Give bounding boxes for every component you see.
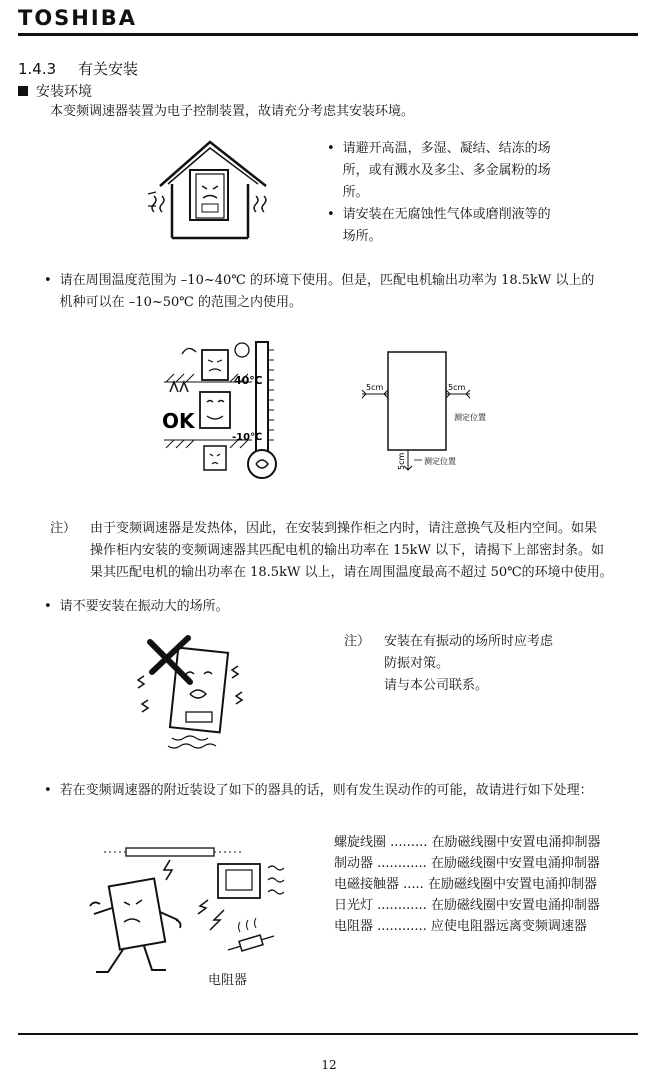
vibration-bullet-text: 请不要安装在振动大的场所。 <box>59 599 229 614</box>
device-dots: ..... <box>403 877 424 892</box>
temp-bullet <box>44 270 644 314</box>
device-name: 电阻器 <box>334 919 374 934</box>
bullet-icon: • <box>327 207 335 222</box>
thermo-low-label: -10℃ <box>232 432 263 443</box>
footer-rule <box>18 1033 638 1035</box>
note-heat-label: 注） <box>50 521 77 536</box>
bullet-icon: • <box>44 273 52 288</box>
device-row <box>334 895 601 916</box>
note-vibration-line-1: 安装在有振动的场所时应考虑 <box>384 634 554 649</box>
device-dots: ............ <box>377 856 427 871</box>
header-rule <box>18 33 638 36</box>
device-dots: ............ <box>377 898 427 913</box>
devices-bullet <box>44 780 656 801</box>
note-vibration-line-2: 防振对策。 <box>384 656 450 671</box>
temp-bullet-line-2: 机种可以在 –10~50℃ 的范围之内使用。 <box>59 295 302 310</box>
device-action: 应使电阻器远离变频调速器 <box>430 919 587 934</box>
env-bullet-list <box>327 138 627 248</box>
env-bullet-1-line-2: 所，或有溅水及多尘、多金属粉的场 <box>342 163 551 178</box>
clearance-left-label: 5cm <box>366 383 384 392</box>
measure-label-2: 测定位置 <box>424 457 456 466</box>
section-number: 1.4.3 <box>18 60 57 78</box>
clearance-right-label: 5cm <box>448 383 466 392</box>
device-action: 在励磁线圈中安置电涌抑制器 <box>427 877 597 892</box>
device-name: 螺旋线圈 <box>334 835 387 850</box>
env-bullet-1-line-1: 请避开高温，多湿、凝结、结冻的场 <box>342 141 551 156</box>
device-action: 在励磁线圈中安置电涌抑制器 <box>430 856 600 871</box>
env-bullet-2-line-2: 场所。 <box>342 229 382 244</box>
device-row <box>334 853 601 874</box>
subsection-title: 安装环境 <box>36 84 92 100</box>
square-bullet-icon <box>18 86 28 96</box>
temp-bullet-line-1: 请在周围温度范围为 –10~40℃ 的环境下使用。但是，匹配电机输出功率为 18.5kW 以上的 <box>59 273 595 288</box>
env-bullet-2-line-1: 请安装在无腐蚀性气体或磨削液等的 <box>342 207 551 222</box>
env-bullet-2 <box>327 204 627 248</box>
section-heading <box>18 58 138 79</box>
vibration-illustration <box>132 628 252 752</box>
bullet-icon: • <box>327 141 335 156</box>
clearance-diagram <box>358 346 498 476</box>
device-dots: ............ <box>377 919 427 934</box>
note-heat-line-2: 操作柜内安装的变频调速器其匹配电机的输出功率在 15kW 以下，请揭下上部密封条。如 <box>90 543 605 558</box>
devices-illustration <box>84 840 304 990</box>
house-illustration <box>146 134 276 246</box>
clearance-bottom-label: 5cm <box>397 452 406 470</box>
note-vibration-label: 注） <box>344 634 371 649</box>
device-name: 日光灯 <box>334 898 374 913</box>
thermometer-illustration <box>160 336 290 486</box>
resistor-label: 电阻器 <box>208 973 248 988</box>
thermo-ok-label: OK <box>162 409 195 433</box>
page-number: 12 <box>321 1058 337 1072</box>
device-name: 制动器 <box>334 856 374 871</box>
devices-bullet-text: 若在变频调速器的附近装设了如下的器具的话，则有发生误动作的可能，故请进行如下处理： <box>59 783 593 798</box>
subsection-heading <box>18 81 92 101</box>
note-vibration-line-3: 请与本公司联系。 <box>384 678 489 693</box>
env-bullet-1-line-3: 所。 <box>342 185 369 200</box>
vibration-bullet <box>44 596 229 617</box>
bullet-icon: • <box>44 783 52 798</box>
env-bullet-1 <box>327 138 627 204</box>
note-heat-line-1: 由于变频调速器是发热体，因此，在安装到操作柜之内时，请注意换气及柜内空间。如果 <box>90 521 598 536</box>
thermo-high-label: 40℃ <box>234 374 263 387</box>
device-row <box>334 916 601 937</box>
bullet-icon: • <box>44 599 52 614</box>
devices-table <box>334 832 601 937</box>
note-heat-line-3: 果其匹配电机的输出功率在 18.5kW 以上，请在周围温度最高不超过 50℃的环境中使用。 <box>90 565 613 580</box>
device-action: 在励磁线圈中安置电涌抑制器 <box>430 898 600 913</box>
brand-logo: TOSHIBA <box>18 6 137 30</box>
device-row <box>334 874 601 895</box>
section-title: 有关安装 <box>78 60 139 78</box>
note-heat <box>50 518 650 584</box>
device-dots: ......... <box>390 835 428 850</box>
measure-label-1: 测定位置 <box>454 413 486 422</box>
device-action: 在励磁线圈中安置电涌抑制器 <box>431 835 601 850</box>
intro-text: 本变频调速器装置为电子控制装置，故请充分考虑其安装环境。 <box>50 104 415 119</box>
device-row <box>334 832 601 853</box>
note-vibration <box>344 631 644 697</box>
device-name: 电磁接触器 <box>334 877 400 892</box>
